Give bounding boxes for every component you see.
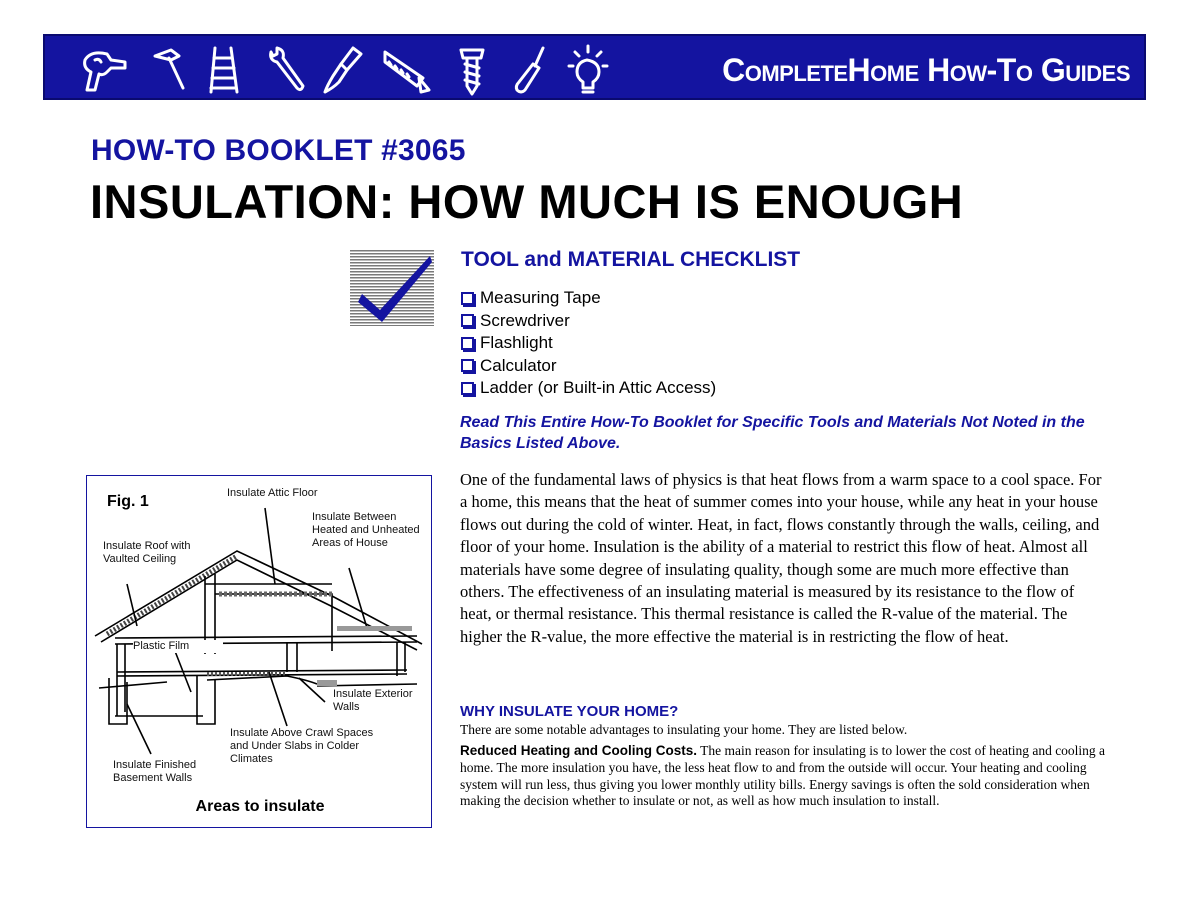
label-roof-vaulted: Insulate Roof with Vaulted Ceiling [103, 540, 191, 565]
figure-caption: Areas to insulate [195, 798, 325, 815]
wrench-icon [271, 48, 303, 90]
checkmark-icon [350, 250, 434, 326]
checklist-note: Read This Entire How-To Booklet for Specific Tools and Materials Not Noted in the Basics Listed Above. [460, 414, 1085, 452]
booklet-number: HOW-TO BOOKLET #3065 [91, 134, 466, 167]
tool-icons [81, 42, 721, 96]
figure-number: Fig. 1 [107, 493, 149, 510]
lightbulb-icon [569, 46, 607, 92]
intro-paragraph: One of the fundamental laws of physics is that heat flows from a warm space to a cool space. For a home, this means that the heat of summer comes into your house, while any heat in your house flows out during the cold of winter. Heat, in fact, flows constantly through the walls, ceiling, and floor of your home. Insulation is the ability of a material to restrict this flow of heat. Almost all materials have some degree of insulating quality, though some are much more effective than others. The effectiveness of an insulating material is measured by its resistance to the flow of heat, or thermal resistance. This thermal resistance is called the R-value of the material. The higher the R-value, the more effective the material is in restricting the flow of heat. [460, 470, 1102, 646]
checklist-item [461, 287, 716, 310]
label-crawl-spaces: Insulate Above Crawl Spaces and Under Slabs in Colder Climates [230, 727, 374, 765]
hammer-icon [155, 50, 183, 88]
ladder-icon [211, 48, 237, 92]
checklist-item-label: Ladder (or Built-in Attic Access) [480, 378, 717, 397]
checklist-item-label: Calculator [480, 355, 557, 375]
label-basement-walls: Insulate Finished Basement Walls [113, 759, 197, 784]
label-attic-floor: Insulate Attic Floor [227, 487, 318, 499]
checkbox-icon [461, 314, 474, 327]
checklist-item-label: Screwdriver [480, 310, 570, 330]
section-intro: There are some notable advantages to insulating your home. They are listed below. [460, 722, 908, 737]
brand-title: CompleteHome How-To Guides [722, 52, 1130, 88]
checklist-item [461, 355, 716, 378]
header-banner [43, 34, 1146, 100]
page-title: INSULATION: HOW MUCH IS ENOUGH [90, 175, 964, 228]
screwdriver-icon [516, 48, 543, 92]
checkbox-icon [461, 292, 474, 305]
checklist-item-label: Measuring Tape [480, 288, 601, 307]
section-heading: WHY INSULATE YOUR HOME? [460, 703, 679, 720]
reduced-costs-title: Reduced Heating and Cooling Costs. [460, 743, 698, 758]
label-plastic-film: Plastic Film [133, 640, 223, 653]
paintbrush-icon [325, 48, 361, 92]
checkbox-icon [461, 382, 474, 395]
screw-icon [461, 50, 483, 94]
checklist-item [461, 310, 716, 333]
checklist-item [461, 377, 716, 400]
tool-checklist [461, 287, 716, 400]
checklist-item-label: Flashlight [480, 333, 553, 352]
saw-icon [385, 52, 429, 92]
label-exterior-walls: Insulate Exterior Walls [333, 688, 413, 713]
checkbox-icon [461, 359, 474, 372]
checklist-item [461, 332, 716, 355]
drill-icon [85, 53, 125, 90]
reduced-costs-paragraph [460, 743, 1110, 810]
checkbox-icon [461, 337, 474, 350]
label-between-heated: Insulate Between Heated and Unheated Areas of House [312, 511, 420, 549]
checklist-title: TOOL and MATERIAL CHECKLIST [461, 248, 801, 271]
figure-areas-to-insulate [86, 475, 432, 828]
reduced-costs-text: The main reason for insulating is to lower the cost of heating and cooling a home. The more insulation you have, the less heat flow to and from the outside will occur. Your heating and cooling system will run less, thus giving you lower monthly utility bills. Energy savings is often the sold consideration when making the decision whether to insulate or not, as well as how much insulation to install. [460, 743, 1106, 809]
